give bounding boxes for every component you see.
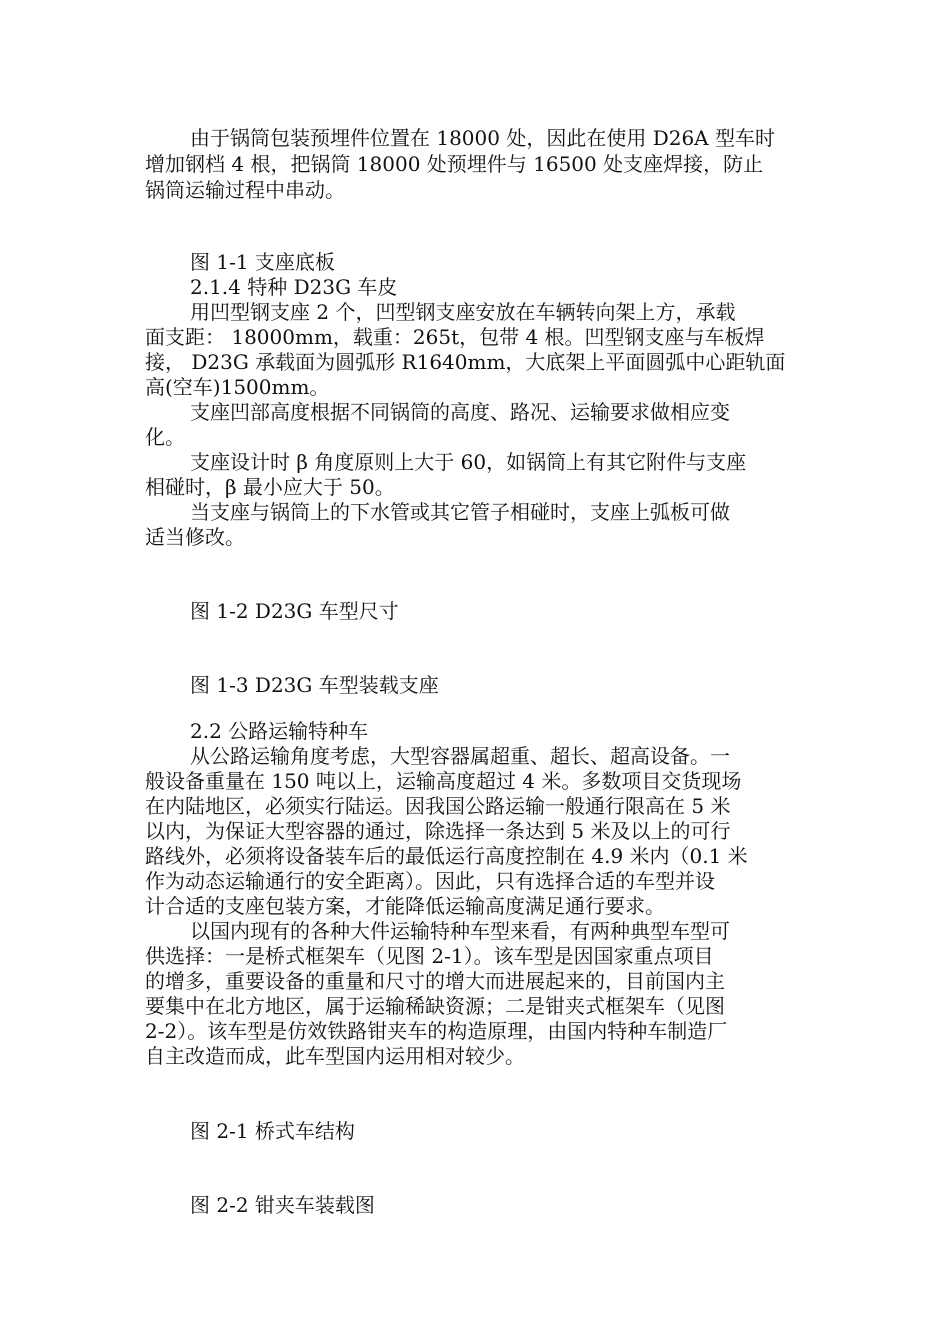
paragraph-line: 锅筒运输过程中串动。 — [145, 178, 345, 202]
paragraph-line: 由于锅筒包装预埋件位置在 18000 处，因此在使用 D26A 型车时 — [190, 126, 775, 150]
paragraph-line: 支座凹部高度根据不同锅筒的高度、路况、运输要求做相应变 — [190, 400, 730, 424]
paragraph-line: 支座设计时 β 角度原则上大于 60，如锅筒上有其它附件与支座 — [190, 450, 747, 474]
paragraph-line: 在内陆地区，必须实行陆运。因我国公路运输一般通行限高在 5 米 — [145, 794, 731, 818]
figure-caption: 图 1-2 D23G 车型尺寸 — [190, 599, 399, 623]
paragraph-line: 面支距： 18000mm，载重：265t，包带 4 根。凹型钢支座与车板焊 — [145, 325, 765, 349]
section-heading: 2.2 公路运输特种车 — [190, 719, 369, 743]
paragraph-line: 化。 — [145, 425, 185, 449]
paragraph-line: 要集中在北方地区，属于运输稀缺资源；二是钳夹式框架车（见图 — [145, 994, 725, 1018]
paragraph-line: 当支座与锅筒上的下水管或其它管子相碰时，支座上弧板可做 — [190, 500, 730, 524]
figure-caption: 图 2-2 钳夹车装载图 — [190, 1193, 375, 1217]
paragraph-line: 自主改造而成，此车型国内运用相对较少。 — [145, 1044, 525, 1068]
paragraph-line: 2-2）。该车型是仿效铁路钳夹车的构造原理，由国内特种车制造厂 — [145, 1019, 728, 1043]
figure-caption: 图 1-1 支座底板 — [190, 250, 335, 274]
paragraph-line: 高(空车)1500mm。 — [145, 375, 330, 399]
paragraph-line: 接， D23G 承载面为圆弧形 R1640mm，大底架上平面圆弧中心距轨面 — [145, 350, 786, 374]
paragraph-line: 的增多，重要设备的重量和尺寸的增大而进展起来的，目前国内主 — [145, 969, 725, 993]
section-heading: 2.1.4 特种 D23G 车皮 — [190, 275, 398, 299]
paragraph-line: 增加钢档 4 根，把锅筒 18000 处预埋件与 16500 处支座焊接，防止 — [145, 152, 764, 176]
paragraph-line: 供选择：一是桥式框架车（见图 2-1）。该车型是因国家重点项目 — [145, 944, 714, 968]
paragraph-line: 用凹型钢支座 2 个，凹型钢支座安放在车辆转向架上方，承载 — [190, 300, 736, 324]
paragraph-line: 路线外，必须将设备装车后的最低运行高度控制在 4.9 米内（0.1 米 — [145, 844, 748, 868]
paragraph-line: 以内，为保证大型容器的通过，除选择一条达到 5 米及以上的可行 — [145, 819, 731, 843]
figure-caption: 图 2-1 桥式车结构 — [190, 1119, 355, 1143]
paragraph-line: 般设备重量在 150 吨以上，运输高度超过 4 米。多数项目交货现场 — [145, 769, 742, 793]
paragraph-line: 计合适的支座包装方案，才能降低运输高度满足通行要求。 — [145, 894, 665, 918]
paragraph-line: 相碰时，β 最小应大于 50。 — [145, 475, 395, 499]
figure-caption: 图 1-3 D23G 车型装载支座 — [190, 673, 439, 697]
paragraph-line: 作为动态运输通行的安全距离）。因此，只有选择合适的车型并设 — [145, 869, 715, 893]
paragraph-line: 从公路运输角度考虑，大型容器属超重、超长、超高设备。一 — [190, 744, 730, 768]
paragraph-line: 适当修改。 — [145, 525, 245, 549]
paragraph-line: 以国内现有的各种大件运输特种车型来看，有两种典型车型可 — [190, 919, 730, 943]
